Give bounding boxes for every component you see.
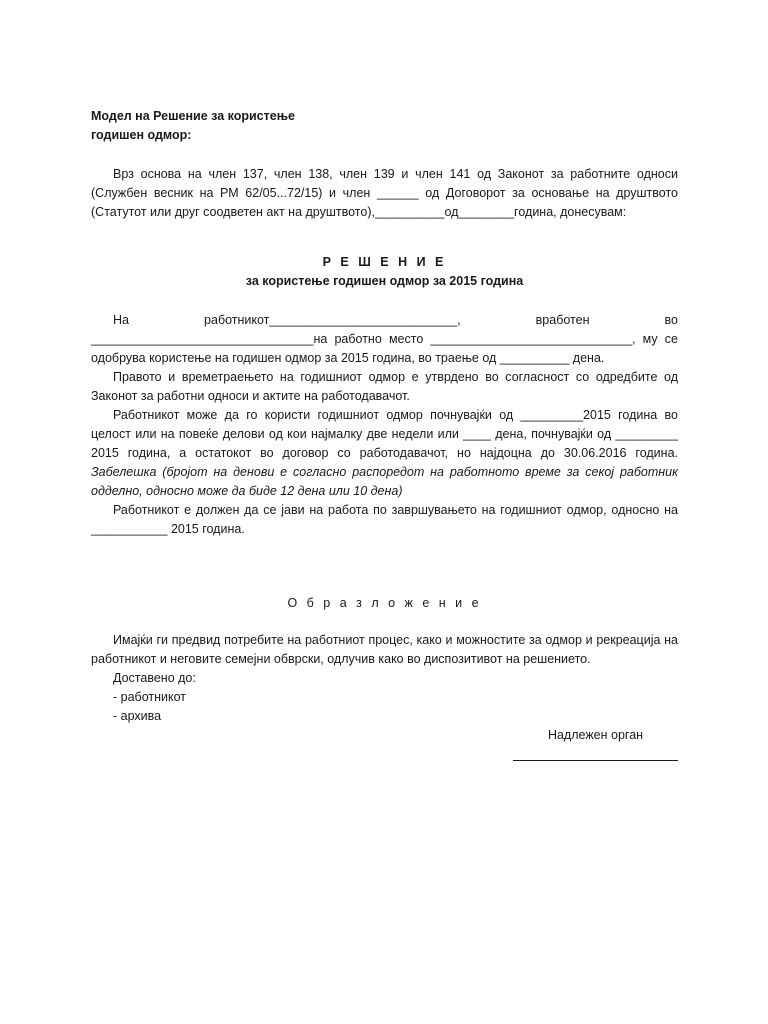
- decision-paragraph-4: Работникот е должен да се јави на работа по завршувањето на годишниот одмор, односно на ___________ 2015 година.: [91, 503, 678, 536]
- decision-p3-note: Забелешка (бројот на денови е согласно распоредот на работното време за секој работник одделно, односно може да биде 12 дена или 10 дена): [91, 465, 678, 498]
- decision-p3-main: Работникот може да го користи годишниот одмор почнувајќи од _________2015 година во целост или на повеќе делови од кои најмалку две недели или ____ дена, почнувајќи од _________ 2015 година, а остатокот во договор со работодавачот, но најдоцна до 30.06.2016 година.: [91, 408, 678, 460]
- signature-line: [513, 745, 678, 761]
- decision-p1-word-3: вработен: [535, 313, 590, 327]
- delivered-to-label: Доставено до:: [113, 671, 196, 685]
- decision-paragraph-1: [91, 311, 678, 368]
- decision-paragraph-3: [91, 406, 678, 501]
- delivered-to-item-archive: - архива: [113, 709, 162, 723]
- decision-p1-word-1: На: [113, 313, 129, 327]
- document-title-line-2: годишен одмор:: [91, 128, 192, 142]
- reasoning-heading: О б р а з л о ж е н и е: [287, 596, 482, 610]
- decision-heading: Р Е Ш Е Н И Е: [322, 255, 447, 269]
- delivered-to-item-employee: - работникот: [113, 690, 186, 704]
- decision-p1-rest: ________________________________на работно место _____________________________, му се одобрува користење на годишен одмор за 2015 година, во траење од __________ дена.: [91, 332, 678, 365]
- decision-p1-word-4: во: [664, 313, 678, 327]
- document-title-line-1: Модел на Решение за користење: [91, 109, 295, 123]
- document-page: [91, 107, 678, 761]
- signature-block: [91, 726, 678, 761]
- decision-p1-first-line: [91, 311, 678, 330]
- intro-paragraph: Врз основа на член 137, член 138, член 139 и член 141 од Законот за работните односи (Службен весник на РМ 62/05...72/15) и член ______ од Договорот за основање на друштвото (Статутот или друг соодветен акт на друштвото),__________од________година, донесувам:: [91, 167, 678, 219]
- reasoning-paragraph: Имајќи ги предвид потребите на работниот процес, како и можностите за одмор и рекреација на работникот и неговите семејни обврски, одлучив како во диспозитивот на решението.: [91, 633, 678, 666]
- decision-p1-word-2: работникот___________________________,: [204, 313, 461, 327]
- signature-label: Надлежен орган: [547, 728, 644, 742]
- decision-paragraph-2: Правото и времетраењето на годишниот одмор е утврдено во согласност со одредбите од Законот за работни односи и актите на работодавачот.: [91, 370, 678, 403]
- decision-subheading: за користење годишен одмор за 2015 година: [245, 274, 524, 288]
